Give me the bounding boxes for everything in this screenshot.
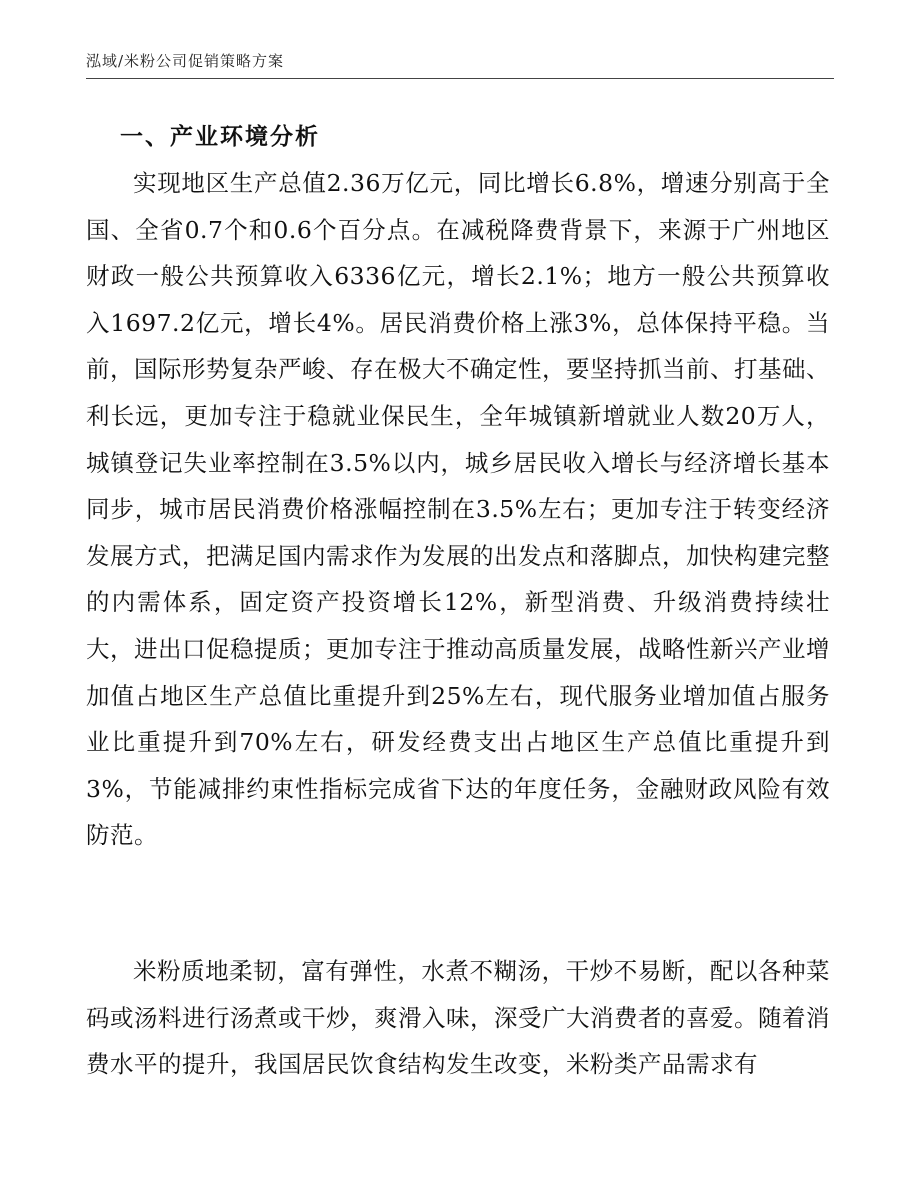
- body-paragraph-1: 实现地区生产总值2.36万亿元，同比增长6.8%，增速分别高于全国、全省0.7个和0.6个百分点。在减税降费背景下，来源于广州地区财政一般公共预算收入6336亿元，增长2.1%；地方一般公共预算收入1697.2亿元，增长4%。居民消费价格上涨3%，总体保持平稳。当前，国际形势复杂严峻、存在极大不确定性，要坚持抓当前、打基础、利长远，更加专注于稳就业保民生，全年城镇新增就业人数20万人，城镇登记失业率控制在3.5%以内，城乡居民收入增长与经济增长基本同步，城市居民消费价格涨幅控制在3.5%左右；更加专注于转变经济发展方式，把满足国内需求作为发展的出发点和落脚点，加快构建完整的内需体系，固定资产投资增长12%，新型消费、升级消费持续壮大，进出口促稳提质；更加专注于推动高质量发展，战略性新兴产业增加值占地区生产总值比重提升到25%左右，现代服务业增加值占服务业比重提升到70%左右，研发经费支出占地区生产总值比重提升到3%，节能减排约束性指标完成省下达的年度任务，金融财政风险有效防范。: [86, 169, 830, 850]
- page-header-title: 泓域/米粉公司促销策略方案: [86, 52, 285, 70]
- body-paragraph-2: 米粉质地柔韧，富有弹性，水煮不糊汤，干炒不易断，配以各种菜码或汤料进行汤煮或干炒，爽滑入味，深受广大消费者的喜爱。随着消费水平的提升，我国居民饮食结构发生改变，米粉类产品需求有: [86, 957, 830, 1079]
- section-heading: 一、产业环境分析: [120, 123, 320, 150]
- header-divider: [86, 78, 834, 79]
